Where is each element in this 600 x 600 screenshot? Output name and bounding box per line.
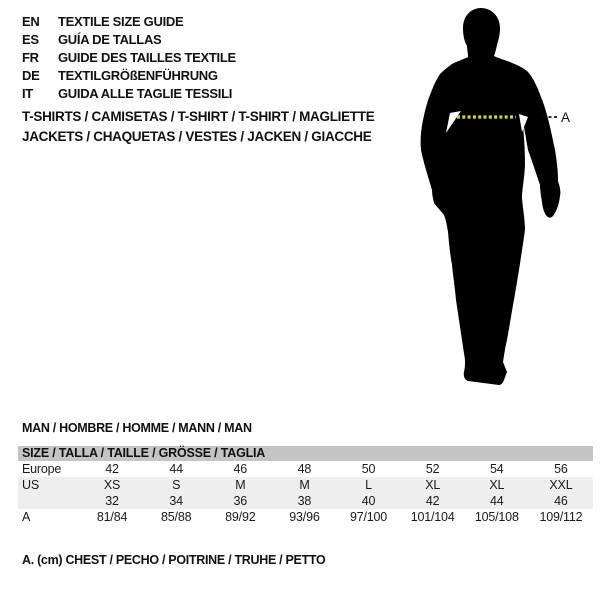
table-cell: 89/92 bbox=[225, 510, 256, 524]
table-cell: XS bbox=[103, 478, 121, 492]
category-tshirts: T-SHIRTS / CAMISETAS / T-SHIRT / T-SHIRT / MAGLIETTE bbox=[22, 109, 375, 124]
measurement-footnote: A. (cm) CHEST / PECHO / POITRINE / TRUHE / PETTO bbox=[22, 553, 326, 567]
guide-title: GUIDA ALLE TAGLIE TESSILI bbox=[58, 86, 233, 101]
language-row bbox=[22, 49, 236, 67]
table-cell: 44 bbox=[169, 462, 183, 476]
table-row bbox=[18, 477, 593, 493]
table-cell: 56 bbox=[554, 462, 568, 476]
table-cell: 48 bbox=[297, 462, 312, 476]
table-cell: XL bbox=[425, 478, 441, 492]
table-cell: 42 bbox=[425, 494, 440, 508]
language-code: EN bbox=[22, 14, 40, 29]
language-row bbox=[22, 85, 236, 103]
table-header: SIZE / TALLA / TAILLE / GRÖSSE / TAGLIA bbox=[18, 446, 593, 461]
table-cell: XXL bbox=[549, 478, 573, 492]
table-cell: 32 bbox=[105, 494, 119, 508]
table-cell: 46 bbox=[233, 462, 248, 476]
category-jackets: JACKETS / CHAQUETAS / VESTES / JACKEN / GIACCHE bbox=[22, 129, 372, 144]
category-block bbox=[22, 107, 374, 147]
table-cell: 93/96 bbox=[289, 510, 320, 524]
table-cell: 34 bbox=[169, 494, 183, 508]
table-row bbox=[18, 493, 593, 509]
measure-label-a: A bbox=[561, 110, 571, 125]
language-code: ES bbox=[22, 32, 39, 47]
table-cell: 54 bbox=[490, 462, 504, 476]
language-row bbox=[22, 67, 236, 85]
table-cell: XL bbox=[489, 478, 505, 492]
table-cell: M bbox=[235, 478, 246, 492]
table-cell: 105/108 bbox=[474, 510, 519, 524]
table-cell: 109/112 bbox=[539, 510, 583, 524]
language-row bbox=[22, 31, 236, 49]
row-label: A bbox=[22, 510, 31, 524]
table-cell: 85/88 bbox=[161, 510, 192, 524]
guide-title: TEXTILGRÖßENFÜHRUNG bbox=[58, 68, 218, 83]
language-code: IT bbox=[22, 86, 33, 101]
guide-title: GUÍA DE TALLAS bbox=[58, 32, 162, 47]
table-cell: M bbox=[299, 478, 310, 492]
table-cell: 40 bbox=[361, 494, 376, 508]
table-row bbox=[18, 509, 593, 525]
language-code: DE bbox=[22, 68, 40, 83]
size-table bbox=[18, 446, 593, 525]
language-title-block bbox=[22, 13, 236, 103]
table-cell: L bbox=[365, 478, 372, 492]
language-row bbox=[22, 13, 236, 31]
table-cell: 44 bbox=[490, 494, 504, 508]
section-title-man: MAN / HOMBRE / HOMME / MANN / MAN bbox=[22, 421, 252, 435]
row-label: Europe bbox=[22, 462, 62, 476]
language-code: FR bbox=[22, 50, 39, 65]
table-cell: 46 bbox=[554, 494, 568, 508]
row-label: US bbox=[22, 478, 39, 492]
table-cell: 97/100 bbox=[350, 510, 388, 524]
table-cell: 52 bbox=[425, 462, 440, 476]
guide-title: GUIDE DES TAILLES TEXTILE bbox=[58, 50, 236, 65]
table-cell: S bbox=[172, 478, 181, 492]
man-silhouette-figure bbox=[408, 6, 578, 390]
table-row bbox=[18, 461, 593, 477]
table-cell: 101/104 bbox=[410, 510, 455, 524]
guide-title: TEXTILE SIZE GUIDE bbox=[58, 14, 184, 29]
table-cell: 42 bbox=[105, 462, 119, 476]
table-cell: 50 bbox=[361, 462, 376, 476]
table-cell: 38 bbox=[297, 494, 312, 508]
table-cell: 36 bbox=[233, 494, 248, 508]
man-silhouette bbox=[421, 8, 561, 385]
table-cell: 81/84 bbox=[96, 510, 128, 524]
